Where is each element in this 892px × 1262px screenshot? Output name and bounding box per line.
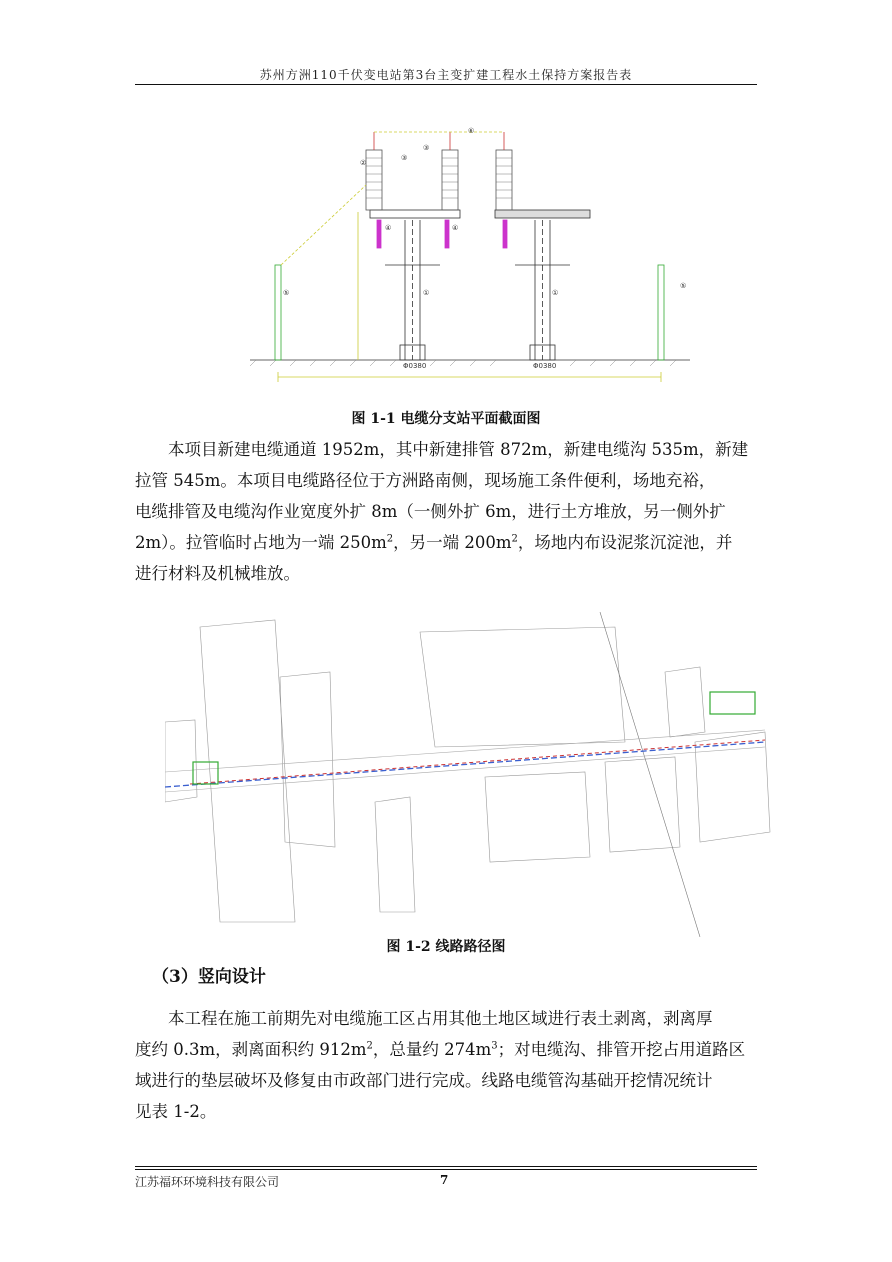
label-5: ⑤ [283,289,290,297]
footer-company: 江苏福环环境科技有限公司 [135,1175,280,1189]
p1-line4-a: 2m）。拉管临时占地为一端 250m [135,533,387,552]
paragraph-2-line-4: 见表 1-2。 [135,1102,217,1121]
label-4: ④ [385,224,392,232]
paragraph-1-line-4 [135,527,757,558]
label-4b: ④ [452,224,459,232]
dim-phi-left: Φ0380 [403,362,427,370]
page-number: 7 [440,1173,449,1187]
p2-line2-a: 度约 0.3m，剥离面积约 912m [135,1040,367,1059]
footer-rule-2 [135,1169,757,1170]
label-3b: ③ [423,144,430,152]
label-5b: ⑤ [680,282,687,290]
paragraph-2-line-2 [135,1034,757,1065]
label-1b: ① [552,289,559,297]
dim-phi-right: Φ0380 [533,362,557,370]
paragraph-1-line-5: 进行材料及机械堆放。 [135,564,300,583]
p2-sup-2: 3 [491,1040,498,1052]
section-3-heading: （3）竖向设计 [152,967,266,987]
p2-line2-b: ，总量约 274m [372,1040,492,1059]
p1-line4-b: ，另一端 200m [393,533,512,552]
p2-line2-c: ；对电缆沟、排管开挖占用道路区 [497,1040,746,1059]
figure-1-1-caption: 图 1-1 电缆分支站平面截面图 [351,411,541,427]
figure-1-1-drawing [250,120,690,390]
paragraph-2-line-1: 本工程在施工前期先对电缆施工区占用其他土地区域进行表土剥离，剥离厚 [168,1009,713,1028]
p1-sup-2: 2 [511,533,518,545]
p1-sup-1: 2 [386,533,394,545]
label-6: ⑥ [468,127,475,135]
header-rule [135,84,757,85]
paragraph-1-line-1: 本项目新建电缆通道 1952m，其中新建排管 872m，新建电缆沟 535m，新建 [168,440,749,459]
page-header-title: 苏州方洲110千伏变电站第3台主变扩建工程水土保持方案报告表 [259,68,633,82]
figure-1-2-route-map [165,612,785,937]
figure-1-2-caption: 图 1-2 线路路径图 [386,939,506,955]
paragraph-1-line-2: 拉管 545m。本项目电缆路径位于方洲路南侧，现场施工条件便利，场地充裕， [135,471,716,490]
paragraph-2-line-3: 域进行的垫层破坏及修复由市政部门进行完成。线路电缆管沟基础开挖情况统计 [135,1071,713,1090]
paragraph-1 [135,434,757,465]
label-1: ① [423,289,430,297]
label-3: ③ [401,154,408,162]
p2-sup-1: 2 [366,1040,373,1052]
p1-line4-c: ，场地内布设泥浆沉淀池，并 [517,533,733,552]
paragraph-1-line-3: 电缆排管及电缆沟作业宽度外扩 8m（一侧外扩 6m，进行土方堆放，另一侧外扩 [135,502,726,521]
label-2: ② [360,159,367,167]
footer-rule-1 [135,1166,757,1167]
